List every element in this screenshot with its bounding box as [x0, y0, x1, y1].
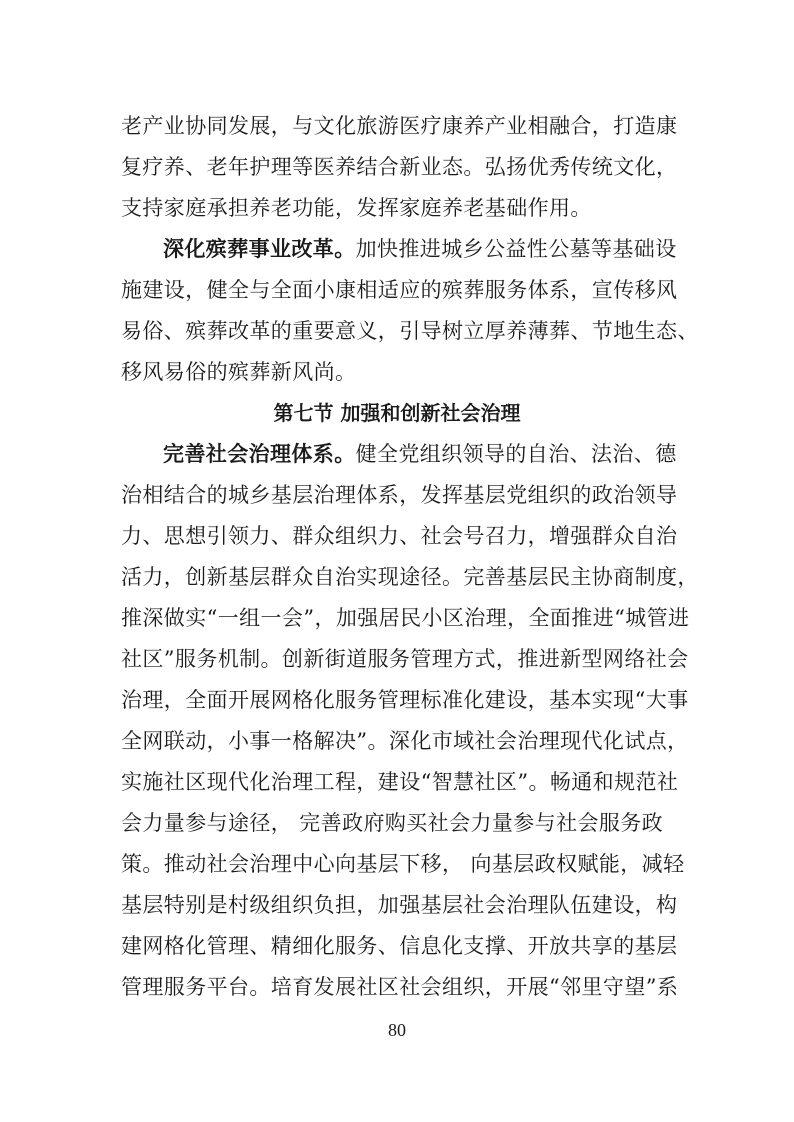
paragraph-2-lead: 深化殡葬事业改革。: [163, 236, 356, 261]
paragraph-1-line-3: 支持家庭承担养老功能，发挥家庭养老基础作用。: [121, 196, 592, 220]
paragraph-3-line-1: [163, 439, 683, 469]
paragraph-3-line-12: 基层特别是村级组织负担，加强基层社会治理队伍建设，构: [121, 893, 678, 917]
paragraph-3-line-5: 推深做实“一组一会”，加强居民小区治理，全面推进“城管进: [121, 606, 690, 630]
paragraph-3-line-6: 社区”服务机制。创新街道服务管理方式，推进新型网络社会: [121, 647, 689, 671]
page-number: 80: [388, 1020, 406, 1040]
paragraph-3-first-rest: 健全党组织领导的自治、法治、德: [355, 442, 677, 466]
paragraph-3-line-13: 建网格化管理、精细化服务、信息化支撑、开放共享的基层: [121, 934, 678, 958]
paragraph-3-line-9: 实施社区现代化治理工程，建设“智慧社区”。畅通和规范社: [121, 770, 679, 794]
paragraph-1-line-1: 老产业协同发展，与文化旅游医疗康养产业相融合，打造康: [121, 114, 678, 138]
paragraph-3-line-8: 全网联动，小事一格解决”。深化市域社会治理现代化试点，: [121, 729, 689, 753]
section-heading: 第七节 加强和创新社会治理: [273, 401, 521, 425]
paragraph-1-line-2: 复疗养、老年护理等医养结合新业态。弘扬优秀传统文化，: [121, 155, 678, 179]
paragraph-2-line-1: [163, 234, 683, 264]
paragraph-3-line-7: 治理，全面开展网格化服务管理标准化建设，基本实现“大事: [121, 688, 689, 712]
paragraph-3-line-14: 管理服务平台。培育发展社区社会组织，开展“邻里守望”系: [121, 975, 679, 999]
paragraph-2-first-rest: 加快推进城乡公益性公墓等基础设: [355, 237, 677, 261]
paragraph-3-line-2: 治相结合的城乡基层治理体系，发挥基层党组织的政治领导: [121, 483, 678, 507]
paragraph-2-line-3: 易俗、殡葬改革的重要意义，引导树立厚养薄葬、节地生态、: [121, 319, 699, 343]
paragraph-3-line-10: 会力量参与途径， 完善政府购买社会力量参与社会服务政: [121, 811, 664, 835]
paragraph-3-lead: 完善社会治理体系。: [163, 441, 356, 466]
paragraph-2-line-4: 移风易俗的殡葬新风尚。: [121, 360, 357, 384]
paragraph-3-line-3: 力、思想引领力、群众组织力、社会号召力，增强群众自治: [121, 524, 678, 548]
paragraph-3-line-11: 策。推动社会治理中心向基层下移， 向基层政权赋能，减轻: [121, 852, 685, 876]
paragraph-3-line-4: 活力，创新基层群众自治实现途径。完善基层民主协商制度，: [121, 565, 699, 589]
paragraph-2-line-2: 施建设，健全与全面小康相适应的殡葬服务体系，宣传移风: [121, 278, 678, 302]
